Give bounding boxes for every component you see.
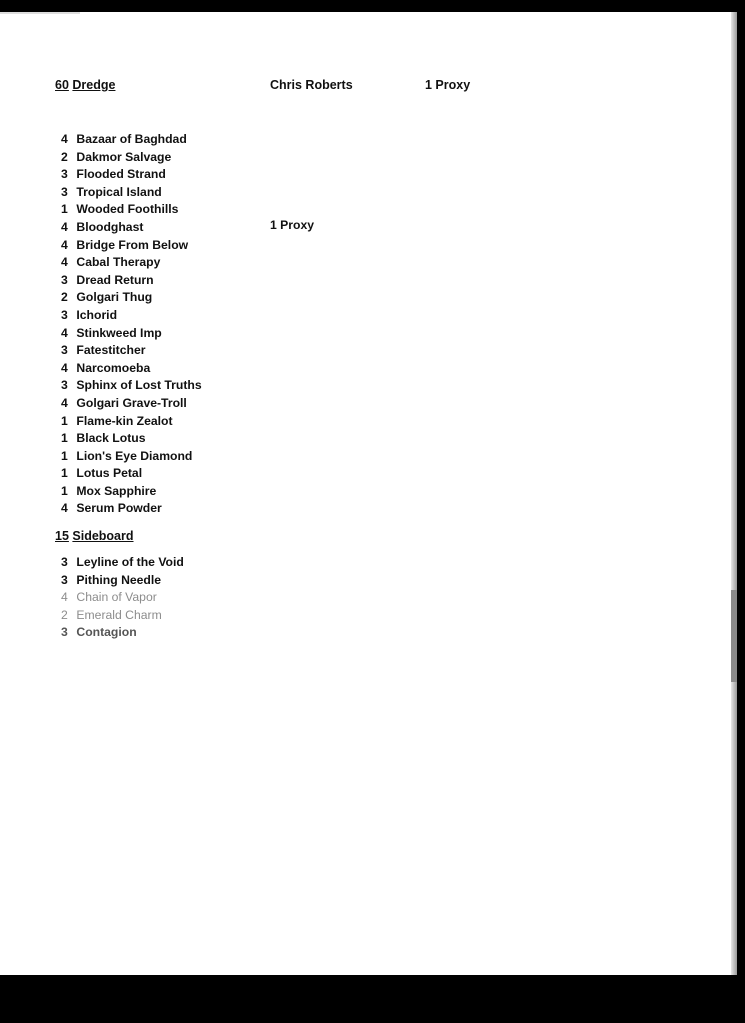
list-item: 1 Flame-kin Zealot (61, 413, 173, 428)
player-name: Chris Roberts (270, 78, 353, 92)
list-item: 1 Black Lotus (61, 431, 146, 446)
bloodghast-proxy-note: 1 Proxy (270, 218, 315, 232)
list-item: 4 Serum Powder (61, 501, 162, 516)
list-item: 3 Dread Return (61, 272, 154, 287)
page-edge-mark (731, 590, 737, 682)
list-item: 4 Golgari Grave-Troll (61, 395, 187, 410)
deck-count: 60 (55, 78, 69, 92)
list-item: 3 Ichorid (61, 307, 118, 322)
list-item: 2 Dakmor Salvage (61, 149, 172, 164)
list-item: 2 Emerald Charm (61, 607, 162, 622)
scanned-page (0, 12, 737, 975)
list-item: 4 Stinkweed Imp (61, 325, 162, 340)
page-edge-shadow (731, 12, 737, 975)
list-item: 4 Chain of Vapor (61, 590, 157, 605)
main-deck-list (61, 131, 202, 518)
sideboard-count: 15 (55, 529, 69, 543)
deck-title: Dredge (72, 78, 116, 92)
list-item: 1 Lotus Petal (61, 466, 143, 481)
list-item: 4 Narcomoeba (61, 360, 151, 375)
list-item: 3 Leyline of the Void (61, 555, 184, 569)
list-item: 1 Wooded Foothills (61, 202, 179, 217)
list-item: 2 Golgari Thug (61, 290, 153, 305)
list-item: 4 Bloodghast (61, 219, 144, 234)
scan-artifact (0, 12, 80, 14)
proxy-note: 1 Proxy (425, 78, 471, 92)
list-item: 3 Contagion (61, 625, 137, 640)
list-item: 4 Cabal Therapy (61, 255, 161, 270)
list-item: 3 Fatestitcher (61, 343, 146, 358)
list-item: 3 Pithing Needle (61, 572, 162, 587)
sideboard-header (55, 529, 134, 543)
list-item: 3 Tropical Island (61, 184, 162, 199)
list-item: 1 Mox Sapphire (61, 483, 157, 498)
list-item: 4 Bridge From Below (61, 237, 189, 252)
deck-header (55, 78, 115, 92)
sideboard-title: Sideboard (72, 529, 134, 543)
list-item: 3 Sphinx of Lost Truths (61, 378, 202, 393)
list-item: 3 Flooded Strand (61, 167, 166, 182)
list-item: 4 Bazaar of Baghdad (61, 132, 187, 146)
sideboard-list (61, 554, 184, 642)
list-item: 1 Lion's Eye Diamond (61, 448, 193, 463)
